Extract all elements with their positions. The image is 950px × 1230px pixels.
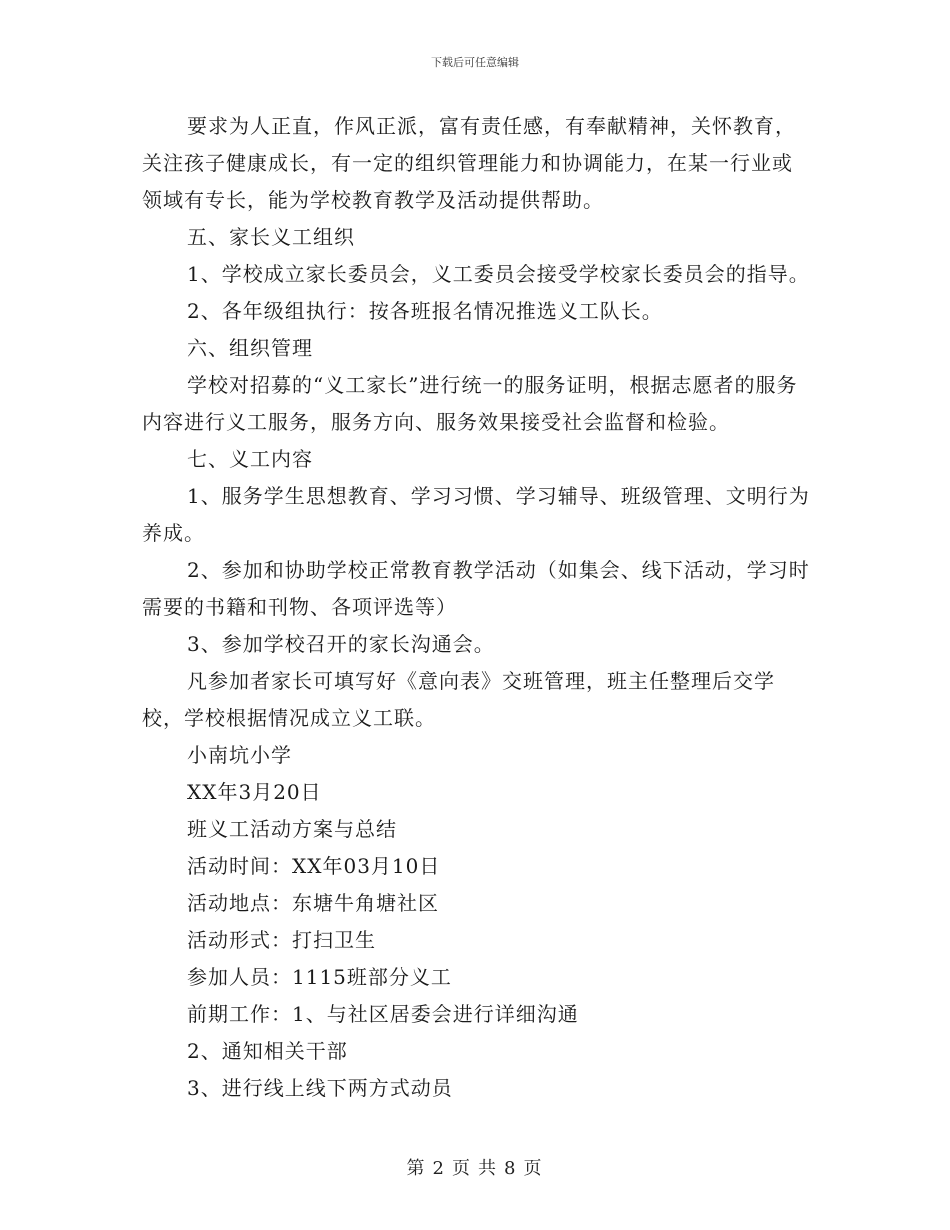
document-date: XX年3月20日 [187,780,322,804]
list-item: 3、参加学校召开的家长沟通会。 [187,632,495,656]
preparation-step: 前期工作：1、与社区居委会进行详细沟通 [187,1002,579,1026]
list-item: 2、各年级组执行：按各班报名情况推选义工队长。 [187,299,663,323]
section-heading-5: 五、家长义工组织 [187,225,355,249]
page-unit: 页 [452,1158,472,1179]
total-label: 共 [478,1158,498,1179]
preparation-step: 3、进行线上线下两方式动员 [187,1076,453,1100]
page-label: 第 [406,1158,427,1179]
document-body [142,108,810,1107]
page-header: 下载后可任意编辑 [431,56,519,69]
total-unit: 页 [523,1158,544,1179]
list-item: 2、参加和协助学校正常教育教学活动（如集会、线下活动，学习时需要的书籍和刊物、各项评选等） [142,558,810,619]
paragraph-application: 凡参加者家长可填写好《意向表》交班管理，班主任整理后交学校，学校根据情况成立义工联。 [142,669,775,730]
paragraph-management: 学校对招募的“义工家长”进行统一的服务证明，根据志愿者的服务内容进行义工服务，服务方向、服务效果接受社会监督和检验。 [142,373,798,434]
page-footer [0,1154,950,1180]
activity-participants: 参加人员：1115班部分义工 [187,965,452,989]
page-current: 2 [432,1158,446,1179]
section-heading-6: 六、组织管理 [187,336,313,360]
activity-time: 活动时间：XX年03月10日 [187,854,441,878]
school-name: 小南坑小学 [187,743,292,767]
section-heading-7: 七、义工内容 [187,447,313,471]
list-item: 1、学校成立家长委员会，义工委员会接受学校家长委员会的指导。 [187,262,810,286]
preparation-step: 2、通知相关干部 [187,1039,348,1063]
paragraph-requirements: 要求为人正直，作风正派，富有责任感，有奉献精神，关怀教育，关注孩子健康成长，有一定的组织管理能力和协调能力，在某一行业或领域有专长，能为学校教育教学及活动提供帮助。 [142,114,796,212]
list-item: 1、服务学生思想教育、学习习惯、学习辅导、班级管理、文明行为养成。 [142,484,810,545]
page-total: 8 [504,1158,518,1179]
activity-form: 活动形式：打扫卫生 [187,928,376,952]
activity-location: 活动地点：东塘牛角塘社区 [187,891,439,915]
activity-title: 班义工活动方案与总结 [187,817,397,841]
